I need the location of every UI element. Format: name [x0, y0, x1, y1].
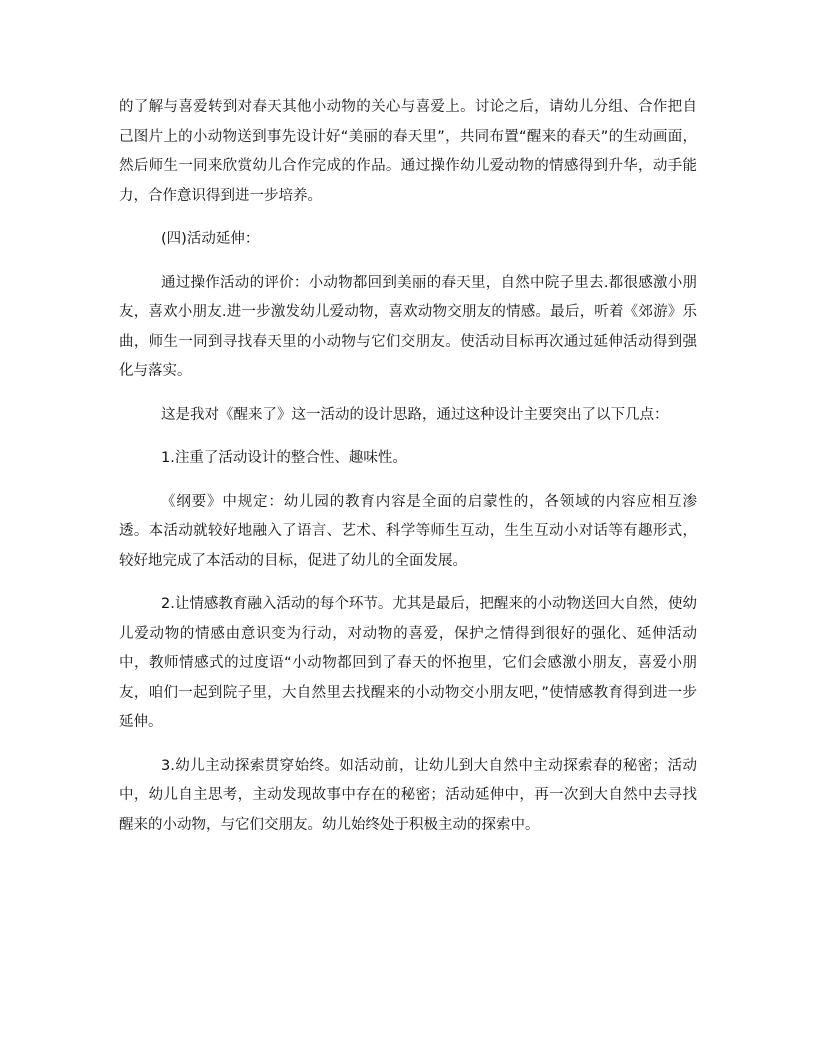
paragraph-design-summary: 这是我对《醒来了》这一活动的设计思路，通过这种设计主要突出了以下几点： [161, 406, 669, 423]
point-2-paragraph: 2.让情感教育融入活动的每个环节。尤其是最后，把醒来的小动物送回大自然，使幼儿爱动物的情感由意识变为行动，对动物的喜爱，保护之情得到很好的强化、延伸活动中，教师情感式的过度语“小动物都回到了春天的怀抱里，它们会感激小朋友，喜爱小朋友，咱们一起到院子里，大自然里去找醒来的小动物交小朋友吧，”使情感教育得到进一步延伸。 [119, 596, 697, 730]
document-body [119, 93, 697, 854]
point-3-paragraph: 3.幼儿主动探索贯穿始终。如活动前，让幼儿到大自然中主动探索春的秘密；活动中，幼儿自主思考，主动发现故事中存在的秘密；活动延伸中，再一次到大自然中去寻找醒来的小动物，与它们交朋友。幼儿始终处于积极主动的探索中。 [119, 757, 697, 833]
section-heading-activity-extension: (四)活动延伸： [161, 231, 260, 247]
paragraph-continuation: 的了解与喜爱转到对春天其他小动物的关心与喜爱上。讨论之后，请幼儿分组、合作把自己图片上的小动物送到事先设计好“美丽的春天里”，共同布置“醒来的春天”的生动画面，然后师生一同来欣赏幼儿合作完成的作品。通过操作幼儿爱动物的情感得到升华，动手能力，合作意识得到进一步培养。 [119, 99, 697, 204]
point-1-heading: 1.注重了活动设计的整合性、趣味性。 [161, 450, 407, 466]
paragraph-guideline: 《纲要》中规定：幼儿园的教育内容是全面的启蒙性的，各领域的内容应相互渗透。本活动就较好地融入了语言、艺术、科学等师生互动，生生互动小对话等有趣形式，较好地完成了本活动的目标，促进了幼儿的全面发展。 [119, 493, 697, 569]
paragraph-extension-evaluation: 通过操作活动的评价：小动物都回到美丽的春天里，自然中院子里去.都很感激小朋友，喜欢小朋友.进一步激发幼儿爱动物，喜欢动物交朋友的情感。最后，听着《郊游》乐曲，师生一同到寻找春天里的小动物与它们交朋友。使活动目标再次通过延伸活动得到强化与落实。 [119, 274, 697, 379]
